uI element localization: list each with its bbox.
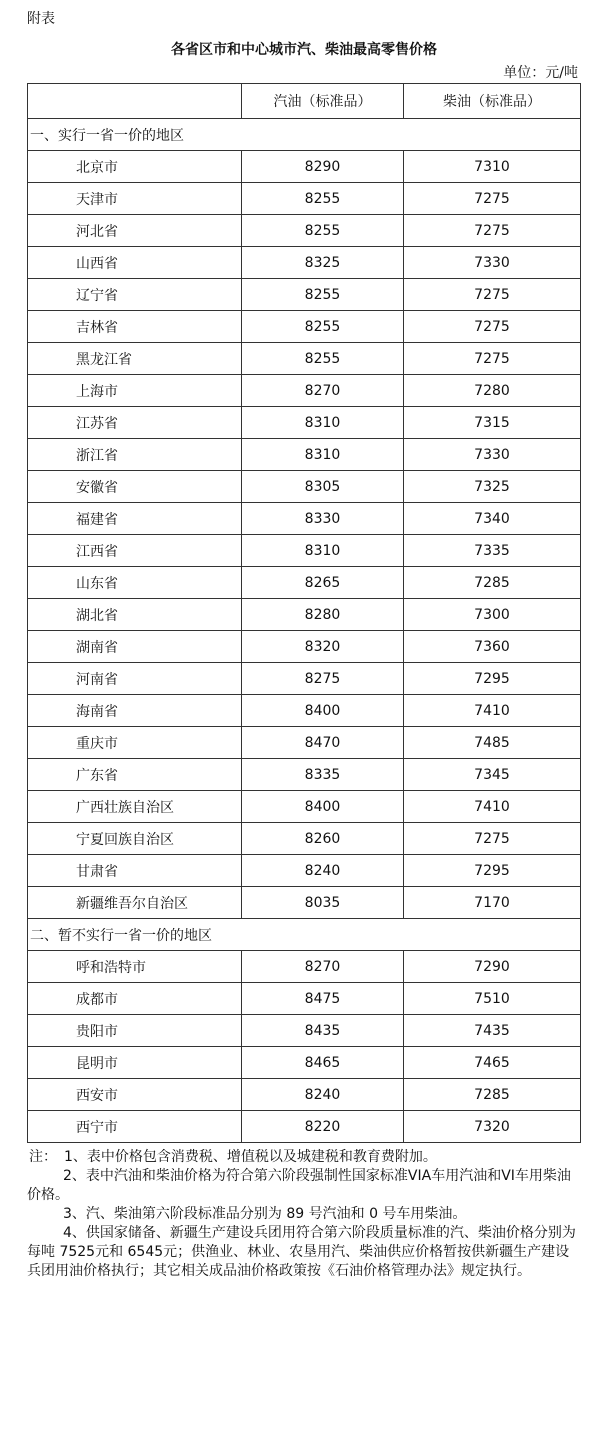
diesel-price: 7285 <box>404 1079 581 1111</box>
gasoline-price: 8255 <box>242 279 404 311</box>
table-row <box>28 215 581 247</box>
diesel-price: 7275 <box>404 183 581 215</box>
diesel-price: 7275 <box>404 311 581 343</box>
gasoline-price: 8325 <box>242 247 404 279</box>
gasoline-price: 8240 <box>242 855 404 887</box>
diesel-price: 7310 <box>404 151 581 183</box>
gasoline-price: 8305 <box>242 471 404 503</box>
region-name: 河南省 <box>28 663 242 695</box>
diesel-price: 7315 <box>404 407 581 439</box>
region-name: 成都市 <box>28 983 242 1015</box>
notes <box>27 1148 579 1281</box>
gasoline-price: 8265 <box>242 567 404 599</box>
table-row <box>28 1079 581 1111</box>
gasoline-price: 8255 <box>242 311 404 343</box>
diesel-price: 7335 <box>404 535 581 567</box>
diesel-price: 7330 <box>404 439 581 471</box>
region-name: 重庆市 <box>28 727 242 759</box>
diesel-price: 7485 <box>404 727 581 759</box>
gasoline-price: 8260 <box>242 823 404 855</box>
gasoline-price: 8255 <box>242 183 404 215</box>
table-row <box>28 183 581 215</box>
diesel-price: 7275 <box>404 215 581 247</box>
table-row <box>28 951 581 983</box>
note-3: 3、汽、柴油第六阶段标准品分别为 89 号汽油和 0 号车用柴油。 <box>63 1206 467 1222</box>
region-name: 贵阳市 <box>28 1015 242 1047</box>
diesel-price: 7340 <box>404 503 581 535</box>
table-row <box>28 535 581 567</box>
gasoline-price: 8475 <box>242 983 404 1015</box>
region-name: 呼和浩特市 <box>28 951 242 983</box>
gasoline-price: 8240 <box>242 1079 404 1111</box>
diesel-price: 7320 <box>404 1111 581 1143</box>
table-row <box>28 375 581 407</box>
price-table <box>27 83 581 1143</box>
diesel-price: 7465 <box>404 1047 581 1079</box>
region-name: 湖南省 <box>28 631 242 663</box>
diesel-price: 7435 <box>404 1015 581 1047</box>
table-row <box>28 151 581 183</box>
table-row <box>28 567 581 599</box>
table-row <box>28 343 581 375</box>
diesel-price: 7275 <box>404 343 581 375</box>
table-row <box>28 759 581 791</box>
region-name: 吉林省 <box>28 311 242 343</box>
region-name: 浙江省 <box>28 439 242 471</box>
table-row <box>28 791 581 823</box>
table-row <box>28 1015 581 1047</box>
table-row <box>28 471 581 503</box>
table-row <box>28 503 581 535</box>
region-name: 黑龙江省 <box>28 343 242 375</box>
header-diesel: 柴油（标准品） <box>404 84 581 119</box>
unit-label: 单位：元/吨 <box>503 65 578 81</box>
region-name: 北京市 <box>28 151 242 183</box>
region-name: 天津市 <box>28 183 242 215</box>
region-name: 辽宁省 <box>28 279 242 311</box>
gasoline-price: 8400 <box>242 695 404 727</box>
table-row <box>28 599 581 631</box>
gasoline-price: 8310 <box>242 535 404 567</box>
diesel-price: 7345 <box>404 759 581 791</box>
table-header-row <box>28 84 581 119</box>
diesel-price: 7285 <box>404 567 581 599</box>
diesel-price: 7360 <box>404 631 581 663</box>
table-row <box>28 439 581 471</box>
gasoline-price: 8035 <box>242 887 404 919</box>
table-row <box>28 311 581 343</box>
gasoline-price: 8435 <box>242 1015 404 1047</box>
region-name: 福建省 <box>28 503 242 535</box>
gasoline-price: 8255 <box>242 215 404 247</box>
gasoline-price: 8470 <box>242 727 404 759</box>
section-title: 一、实行一省一价的地区 <box>28 119 581 151</box>
region-name: 宁夏回族自治区 <box>28 823 242 855</box>
gasoline-price: 8220 <box>242 1111 404 1143</box>
region-name: 山东省 <box>28 567 242 599</box>
table-row <box>28 727 581 759</box>
diesel-price: 7510 <box>404 983 581 1015</box>
table-row <box>28 983 581 1015</box>
diesel-price: 7280 <box>404 375 581 407</box>
region-name: 海南省 <box>28 695 242 727</box>
note-4: 4、供国家储备、新疆生产建设兵团用符合第六阶段质量标准的汽、柴油价格分别为每吨 7525元和 6545元；供渔业、林业、农垦用汽、柴油供应价格暂按供新疆生产建设兵团用油价格执行；其它相关成品油价格政策按《石油价格管理办法》规定执行。 <box>27 1225 576 1279</box>
region-name: 西安市 <box>28 1079 242 1111</box>
gasoline-price: 8335 <box>242 759 404 791</box>
gasoline-price: 8320 <box>242 631 404 663</box>
gasoline-price: 8270 <box>242 375 404 407</box>
table-row <box>28 247 581 279</box>
table-row <box>28 887 581 919</box>
gasoline-price: 8310 <box>242 439 404 471</box>
diesel-price: 7295 <box>404 663 581 695</box>
region-name: 昆明市 <box>28 1047 242 1079</box>
gasoline-price: 8310 <box>242 407 404 439</box>
region-name: 新疆维吾尔自治区 <box>28 887 242 919</box>
region-name: 湖北省 <box>28 599 242 631</box>
diesel-price: 7275 <box>404 823 581 855</box>
diesel-price: 7325 <box>404 471 581 503</box>
header-gasoline: 汽油（标准品） <box>242 84 404 119</box>
table-row <box>28 855 581 887</box>
table-row <box>28 407 581 439</box>
gasoline-price: 8270 <box>242 951 404 983</box>
region-name: 江西省 <box>28 535 242 567</box>
section-title: 二、暂不实行一省一价的地区 <box>28 919 581 951</box>
table-row <box>28 663 581 695</box>
gasoline-price: 8400 <box>242 791 404 823</box>
note-2: 2、表中汽油和柴油价格为符合第六阶段强制性国家标准VIA车用汽油和VI车用柴油价格。 <box>27 1168 571 1203</box>
diesel-price: 7300 <box>404 599 581 631</box>
diesel-price: 7410 <box>404 695 581 727</box>
header-region <box>28 84 242 119</box>
table-row <box>28 1047 581 1079</box>
region-name: 河北省 <box>28 215 242 247</box>
section-row <box>28 119 581 151</box>
table-row <box>28 1111 581 1143</box>
region-name: 广西壮族自治区 <box>28 791 242 823</box>
region-name: 西宁市 <box>28 1111 242 1143</box>
region-name: 江苏省 <box>28 407 242 439</box>
gasoline-price: 8275 <box>242 663 404 695</box>
gasoline-price: 8330 <box>242 503 404 535</box>
diesel-price: 7275 <box>404 279 581 311</box>
table-row <box>28 631 581 663</box>
section-row <box>28 919 581 951</box>
table-row <box>28 279 581 311</box>
diesel-price: 7290 <box>404 951 581 983</box>
attachment-label: 附表 <box>27 11 55 27</box>
region-name: 山西省 <box>28 247 242 279</box>
region-name: 上海市 <box>28 375 242 407</box>
page-title: 各省区市和中心城市汽、柴油最高零售价格 <box>171 42 437 58</box>
table-row <box>28 695 581 727</box>
region-name: 安徽省 <box>28 471 242 503</box>
gasoline-price: 8280 <box>242 599 404 631</box>
table-row <box>28 823 581 855</box>
gasoline-price: 8290 <box>242 151 404 183</box>
region-name: 广东省 <box>28 759 242 791</box>
note-1: 注： 1、表中价格包含消费税、增值税以及城建税和教育费附加。 <box>29 1149 437 1165</box>
region-name: 甘肃省 <box>28 855 242 887</box>
gasoline-price: 8465 <box>242 1047 404 1079</box>
diesel-price: 7295 <box>404 855 581 887</box>
diesel-price: 7170 <box>404 887 581 919</box>
diesel-price: 7330 <box>404 247 581 279</box>
gasoline-price: 8255 <box>242 343 404 375</box>
price-table-body <box>28 84 581 1143</box>
diesel-price: 7410 <box>404 791 581 823</box>
